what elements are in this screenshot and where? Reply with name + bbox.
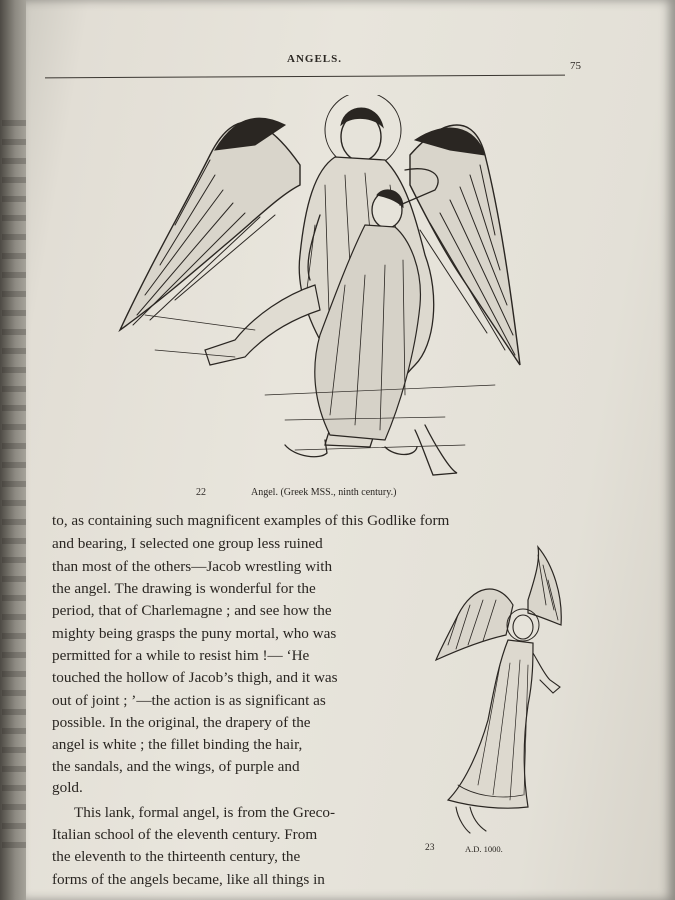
angel-wrestling-jacob-engraving-icon <box>115 95 525 489</box>
figure-caption-text: Angel. (Greek MSS., ninth century.) <box>251 487 397 498</box>
text-line: angel is white ; the fillet binding the hair, <box>52 736 303 753</box>
text-line: than most of the others—Jacob wrestling with <box>52 558 333 575</box>
figure-number: 22 <box>196 487 206 498</box>
text-line: out of joint ; ’—the action is as significant as <box>52 692 326 709</box>
text-line: the sandals, and the wings, of purple and <box>52 758 300 775</box>
text-line: and bearing, I selected one group less ruined <box>52 535 323 552</box>
standing-angel-engraving-icon <box>428 545 568 844</box>
text-line: period, that of Charlemagne ; and see how the <box>52 602 332 619</box>
figure-caption-text: A.D. 1000. <box>465 844 503 854</box>
running-head: ANGELS. <box>287 53 342 65</box>
text-line: This lank, formal angel, is from the Greco- <box>74 804 336 821</box>
text-line: gold. <box>52 779 83 796</box>
adjacent-page-text <box>2 120 28 860</box>
figure-number: 23 <box>425 843 435 853</box>
text-line: Italian school of the eleventh century. From <box>52 826 318 843</box>
page-number: 75 <box>570 60 581 72</box>
text-line: the eleventh to the thirteenth century, the <box>52 848 301 865</box>
text-line: mighty being grasps the puny mortal, who was <box>52 625 337 642</box>
text-line: to, as containing such magnificent examples of this Godlike form <box>52 512 450 529</box>
text-line: possible. In the original, the drapery of the <box>52 714 311 731</box>
text-line: touched the hollow of Jacob’s thigh, and it was <box>52 669 338 686</box>
text-line: forms of the angels became, like all things in <box>52 871 325 888</box>
text-line: permitted for a while to resist him !— ‘He <box>52 647 310 664</box>
text-line: the angel. The drawing is wonderful for the <box>52 580 316 597</box>
